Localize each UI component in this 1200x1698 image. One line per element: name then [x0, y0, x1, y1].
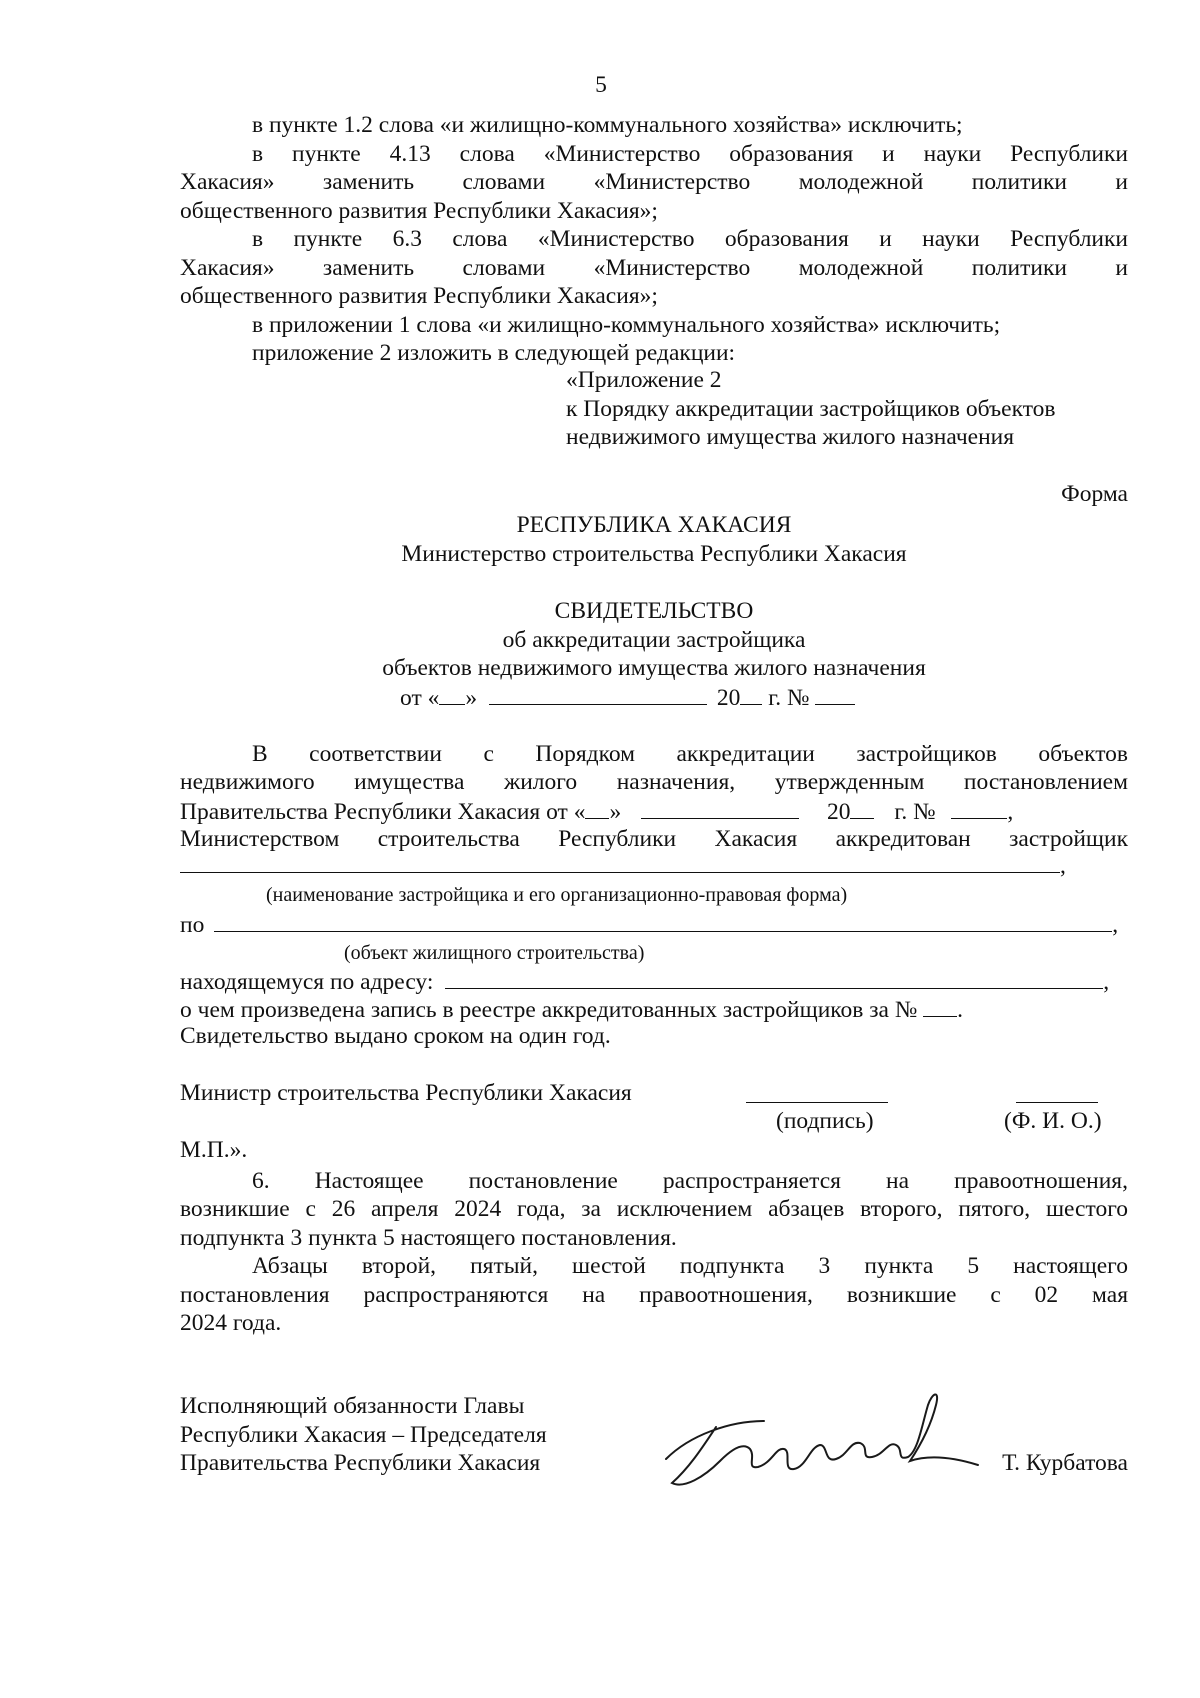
object-line: по ,: [180, 909, 1118, 939]
appendix-header-line: «Приложение 2: [566, 367, 722, 393]
object-caption: (объект жилищного строительства): [344, 942, 645, 964]
day-blank: [439, 682, 465, 705]
signatory-position: Правительства Республики Хакасия: [180, 1450, 541, 1476]
date-mid: »: [465, 685, 478, 711]
stamp-place: М.П.».: [180, 1137, 248, 1163]
registry-line: о чем произведена запись в реестре аккредитованных застройщиков за № .: [180, 994, 963, 1024]
minister-title: Министр строительства Республики Хакасия: [180, 1080, 632, 1106]
appendix-header-line: к Порядку аккредитации застройщиков объектов: [566, 396, 1056, 422]
handwritten-signature: [660, 1385, 980, 1495]
signatory-position: Республики Хакасия – Председателя: [180, 1422, 547, 1448]
amendment-line: общественного развития Республики Хакасия»;: [180, 198, 658, 224]
fio-caption: (Ф. И. О.): [1004, 1108, 1102, 1134]
form-body-line: Министерством строительства Республики Хакасия аккредитован застройщик: [180, 826, 1128, 852]
signatory-position: Исполняющий обязанности Главы: [180, 1393, 525, 1419]
certificate-date-line: [400, 682, 920, 712]
clause6-line: 6. Настоящее постановление распространяется на правоотношения,: [252, 1168, 1128, 1194]
certificate-subtitle: объектов недвижимого имущества жилого назначения: [382, 655, 926, 681]
clause6-para2-line: постановления распространяются на правоотношения, возникшие с 02 мая: [180, 1282, 1128, 1308]
clause6-line: возникшие с 26 апреля 2024 года, за исключением абзацев второго, пятого, шестого: [180, 1196, 1128, 1222]
year-blank: [850, 796, 874, 819]
developer-caption: (наименование застройщика и его организационно-правовая форма): [266, 884, 848, 906]
amendment-line: приложение 2 изложить в следующей редакции:: [252, 340, 736, 366]
amendment-line: в пункте 6.3 слова «Министерство образования и науки Республики: [252, 226, 1128, 252]
date-suffix: г. №: [768, 685, 810, 711]
amendment-line: в пункте 1.2 слова «и жилищно-коммунального хозяйства» исключить;: [252, 112, 963, 138]
clause6-para2-line: 2024 года.: [180, 1310, 282, 1336]
page-number: 5: [595, 72, 607, 98]
form-body-line: недвижимого имущества жилого назначения, утвержденным постановлением: [180, 769, 1128, 795]
clause6-para2-line: Абзацы второй, пятый, шестой подпункта 3 пункта 5 настоящего: [252, 1253, 1128, 1279]
fio-blank: [1016, 1080, 1098, 1110]
amendment-line: Хакасия» заменить словами «Министерство молодежной политики и: [180, 255, 1128, 281]
date-year: 20: [716, 685, 741, 711]
validity-line: Свидетельство выдано сроком на один год.: [180, 1023, 611, 1049]
form-republic: РЕСПУБЛИКА ХАКАСИЯ: [516, 512, 792, 538]
form-label: Форма: [1061, 481, 1128, 507]
amendment-line: Хакасия» заменить словами «Министерство молодежной политики и: [180, 169, 1128, 195]
amendment-line: в приложении 1 слова «и жилищно-коммунального хозяйства» исключить;: [252, 312, 1001, 338]
date-prefix: от «: [400, 685, 440, 711]
year-blank: [740, 682, 762, 705]
certificate-title: СВИДЕТЕЛЬСТВО: [554, 598, 754, 624]
signature-blank: [746, 1080, 888, 1110]
developer-blank: ,: [180, 850, 1066, 880]
address-line: находящемуся по адресу: ,: [180, 966, 1109, 996]
signatory-name: Т. Курбатова: [1002, 1450, 1128, 1476]
month-blank: [641, 796, 799, 819]
number-blank: [951, 796, 1007, 819]
form-body-line: В соответствии с Порядком аккредитации застройщиков объектов: [252, 741, 1128, 767]
number-blank: [815, 682, 855, 705]
clause6-line: подпункта 3 пункта 5 настоящего постановления.: [180, 1225, 677, 1251]
signature-caption: (подпись): [776, 1108, 874, 1134]
amendment-line: общественного развития Республики Хакасия»;: [180, 283, 658, 309]
form-body-line: Правительства Республики Хакасия от « » 20 г. № ,: [180, 796, 1128, 826]
amendment-line: в пункте 4.13 слова «Министерство образования и науки Республики: [252, 141, 1128, 167]
appendix-header-line: недвижимого имущества жилого назначения: [566, 424, 1015, 450]
month-blank: [489, 682, 707, 705]
certificate-subtitle: об аккредитации застройщика: [502, 627, 806, 653]
form-ministry: Министерство строительства Республики Хакасия: [401, 541, 907, 567]
day-blank: [585, 796, 609, 819]
